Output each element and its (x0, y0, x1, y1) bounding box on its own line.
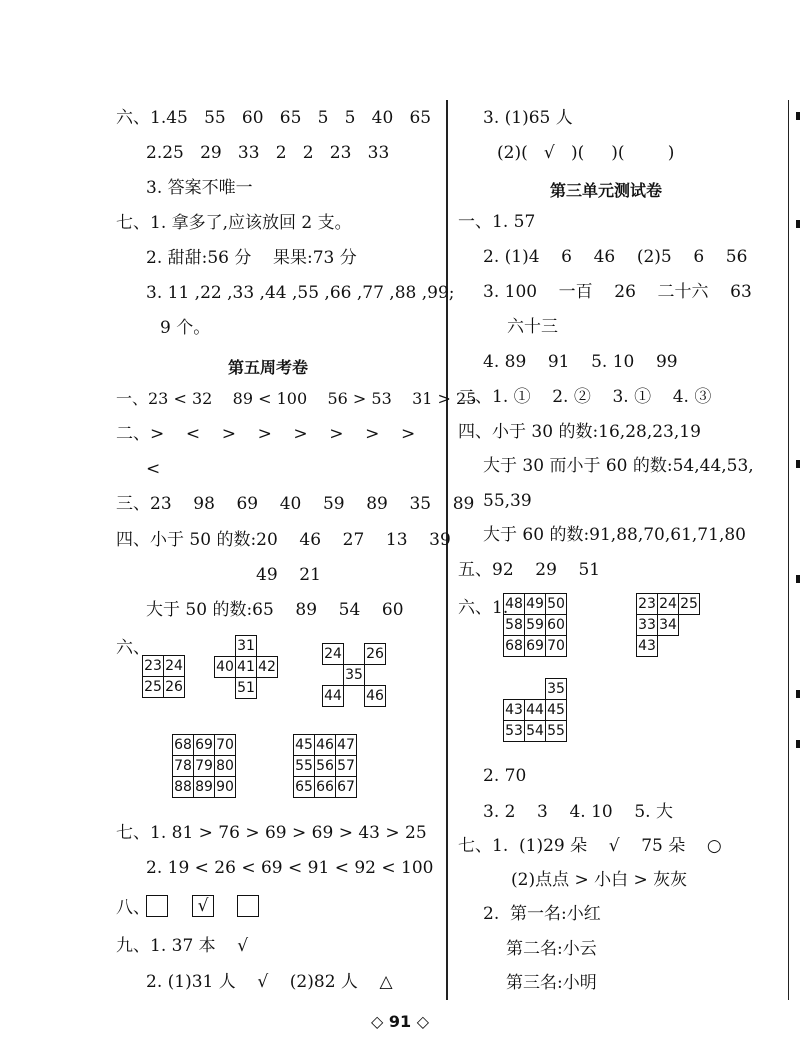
grid-cell: 45 (546, 700, 567, 721)
answer-line: 一、1. 57 (458, 212, 536, 232)
edge-mark (796, 220, 800, 228)
grid-cell: 56 (315, 756, 336, 777)
answer-line: 2. 19 < 26 < 69 < 91 < 92 < 100 (146, 858, 434, 878)
grid-cell: 23 (143, 656, 164, 677)
answer-line: 七、1. 拿多了,应该放回 2 支。 (116, 213, 352, 233)
answer-line: 六十三 (507, 317, 558, 337)
grid-cell: 44 (525, 700, 546, 721)
answer-line: 49 21 (256, 565, 321, 585)
grid-cell: 88 (173, 777, 194, 798)
grid-cell: 67 (336, 777, 357, 798)
grid-cell: 65 (294, 777, 315, 798)
answer-line: 2. 第一名:小红 (483, 904, 601, 924)
grid-cell: 40 (215, 657, 236, 678)
answer-line: 第三名:小明 (506, 973, 597, 993)
answer-line: 9 个。 (160, 318, 211, 338)
answer-line: 3. 2 3 4. 10 5. 大 (483, 802, 673, 822)
answer-line: 六、1. (458, 598, 509, 618)
answer-box: √ (192, 895, 214, 917)
grid-cell: 69 (194, 735, 215, 756)
grid-cell: 25 (679, 594, 700, 615)
answer-line: 七、1. (1)29 朵 √ 75 朵 ○ (458, 836, 722, 856)
column-divider (446, 100, 448, 1000)
answer-line: < (146, 459, 161, 479)
answer-line: 七、1. 81 > 76 > 69 > 69 > 43 > 25 (116, 823, 427, 843)
grid-cell: 47 (336, 735, 357, 756)
answer-line: 大于 60 的数:91,88,70,61,71,80 (483, 525, 746, 545)
grid-cell: 34 (658, 615, 679, 636)
number-grid (636, 593, 700, 657)
grid-cell: 70 (215, 735, 236, 756)
grid-cell: 78 (173, 756, 194, 777)
answer-line: 六、1.45 55 60 65 5 5 40 65 (116, 108, 432, 128)
answer-line: 2. 70 (483, 766, 527, 786)
grid-cell: 90 (215, 777, 236, 798)
grid-cell: 42 (257, 657, 278, 678)
answer-line: 大于 50 的数:65 89 54 60 (146, 600, 404, 620)
answer-line: 九、1. 37 本 √ (116, 936, 249, 956)
answer-line: 3. (1)65 人 (483, 108, 573, 128)
grid-cell: 45 (294, 735, 315, 756)
answer-line: 一、23 < 32 89 < 100 56 > 53 31 > 25 (116, 389, 477, 408)
grid-cell: 46 (365, 686, 386, 707)
answer-line: 八、 (116, 898, 150, 918)
grid-cell: 51 (236, 678, 257, 699)
number-grid (214, 635, 278, 699)
answer-line: 3. 答案不唯一 (146, 178, 253, 198)
edge-mark (796, 575, 800, 583)
grid-cell: 35 (546, 679, 567, 700)
grid-cell: 35 (344, 665, 365, 686)
answer-line: 三、23 98 69 40 59 89 35 89 (116, 494, 475, 514)
grid-cell: 60 (546, 615, 567, 636)
grid-cell: 68 (504, 636, 525, 657)
grid-cell: 55 (546, 721, 567, 742)
answer-line: 2. 甜甜:56 分 果果:73 分 (146, 248, 357, 268)
answer-line: (2)( √ )( )( ) (497, 143, 675, 163)
section-title: 第五周考卷 (228, 358, 309, 377)
grid-cell: 33 (637, 615, 658, 636)
answer-line: 3. 11 ,22 ,33 ,44 ,55 ,66 ,77 ,88 ,99; (146, 283, 455, 303)
answer-line: 第二名:小云 (506, 939, 597, 959)
grid-cell: 50 (546, 594, 567, 615)
answer-line: 2. (1)31 人 √ (2)82 人 △ (146, 972, 393, 992)
answer-line: 2.25 29 33 2 2 23 33 (146, 143, 390, 163)
answer-line: (2)点点 > 小白 > 灰灰 (511, 870, 688, 890)
answer-line: 六、 (116, 638, 150, 658)
answer-line: 四、小于 50 的数:20 46 27 13 39 (116, 530, 451, 550)
grid-cell: 54 (525, 721, 546, 742)
grid-cell: 46 (315, 735, 336, 756)
grid-cell: 89 (194, 777, 215, 798)
answer-line: 55,39 (483, 491, 532, 511)
answer-line: 4. 89 91 5. 10 99 (483, 352, 678, 372)
edge-mark (796, 740, 800, 748)
number-grid (142, 655, 185, 698)
grid-cell: 59 (525, 615, 546, 636)
grid-cell: 53 (504, 721, 525, 742)
column-divider-right (788, 100, 789, 1000)
grid-cell: 24 (164, 656, 185, 677)
edge-mark (796, 690, 800, 698)
edge-mark (796, 460, 800, 468)
answer-box (237, 895, 259, 917)
grid-cell: 58 (504, 615, 525, 636)
grid-cell: 57 (336, 756, 357, 777)
answer-line: 二、> < > > > > > > (116, 424, 416, 444)
page-number: ◇ 91 ◇ (370, 1012, 429, 1031)
answer-line: 四、小于 30 的数:16,28,23,19 (458, 422, 701, 442)
answer-line: 3. 100 一百 26 二十六 63 (483, 282, 752, 302)
section-title: 第三单元测试卷 (550, 181, 663, 200)
grid-cell: 49 (525, 594, 546, 615)
answer-box (146, 895, 168, 917)
number-grid (172, 734, 236, 798)
grid-cell: 69 (525, 636, 546, 657)
number-grid (503, 678, 567, 742)
grid-cell: 44 (323, 686, 344, 707)
grid-cell: 70 (546, 636, 567, 657)
grid-cell: 80 (215, 756, 236, 777)
answer-line: 2. (1)4 6 46 (2)5 6 56 (483, 247, 748, 267)
grid-cell: 24 (658, 594, 679, 615)
grid-cell: 43 (504, 700, 525, 721)
grid-cell: 68 (173, 735, 194, 756)
grid-cell: 25 (143, 677, 164, 698)
grid-cell: 26 (365, 644, 386, 665)
grid-cell: 41 (236, 657, 257, 678)
number-grid (322, 643, 386, 707)
grid-cell: 79 (194, 756, 215, 777)
grid-cell: 31 (236, 636, 257, 657)
grid-cell: 66 (315, 777, 336, 798)
grid-cell: 26 (164, 677, 185, 698)
number-grid (503, 593, 567, 657)
answer-line: 大于 30 而小于 60 的数:54,44,53, (483, 456, 754, 476)
grid-cell: 48 (504, 594, 525, 615)
grid-cell: 24 (323, 644, 344, 665)
number-grid (293, 734, 357, 798)
grid-cell: 23 (637, 594, 658, 615)
grid-cell: 55 (294, 756, 315, 777)
answer-line: 五、92 29 51 (458, 560, 601, 580)
grid-cell: 43 (637, 636, 658, 657)
answer-line: 二、1. ① 2. ② 3. ① 4. ③ (458, 387, 712, 407)
edge-mark (796, 112, 800, 120)
